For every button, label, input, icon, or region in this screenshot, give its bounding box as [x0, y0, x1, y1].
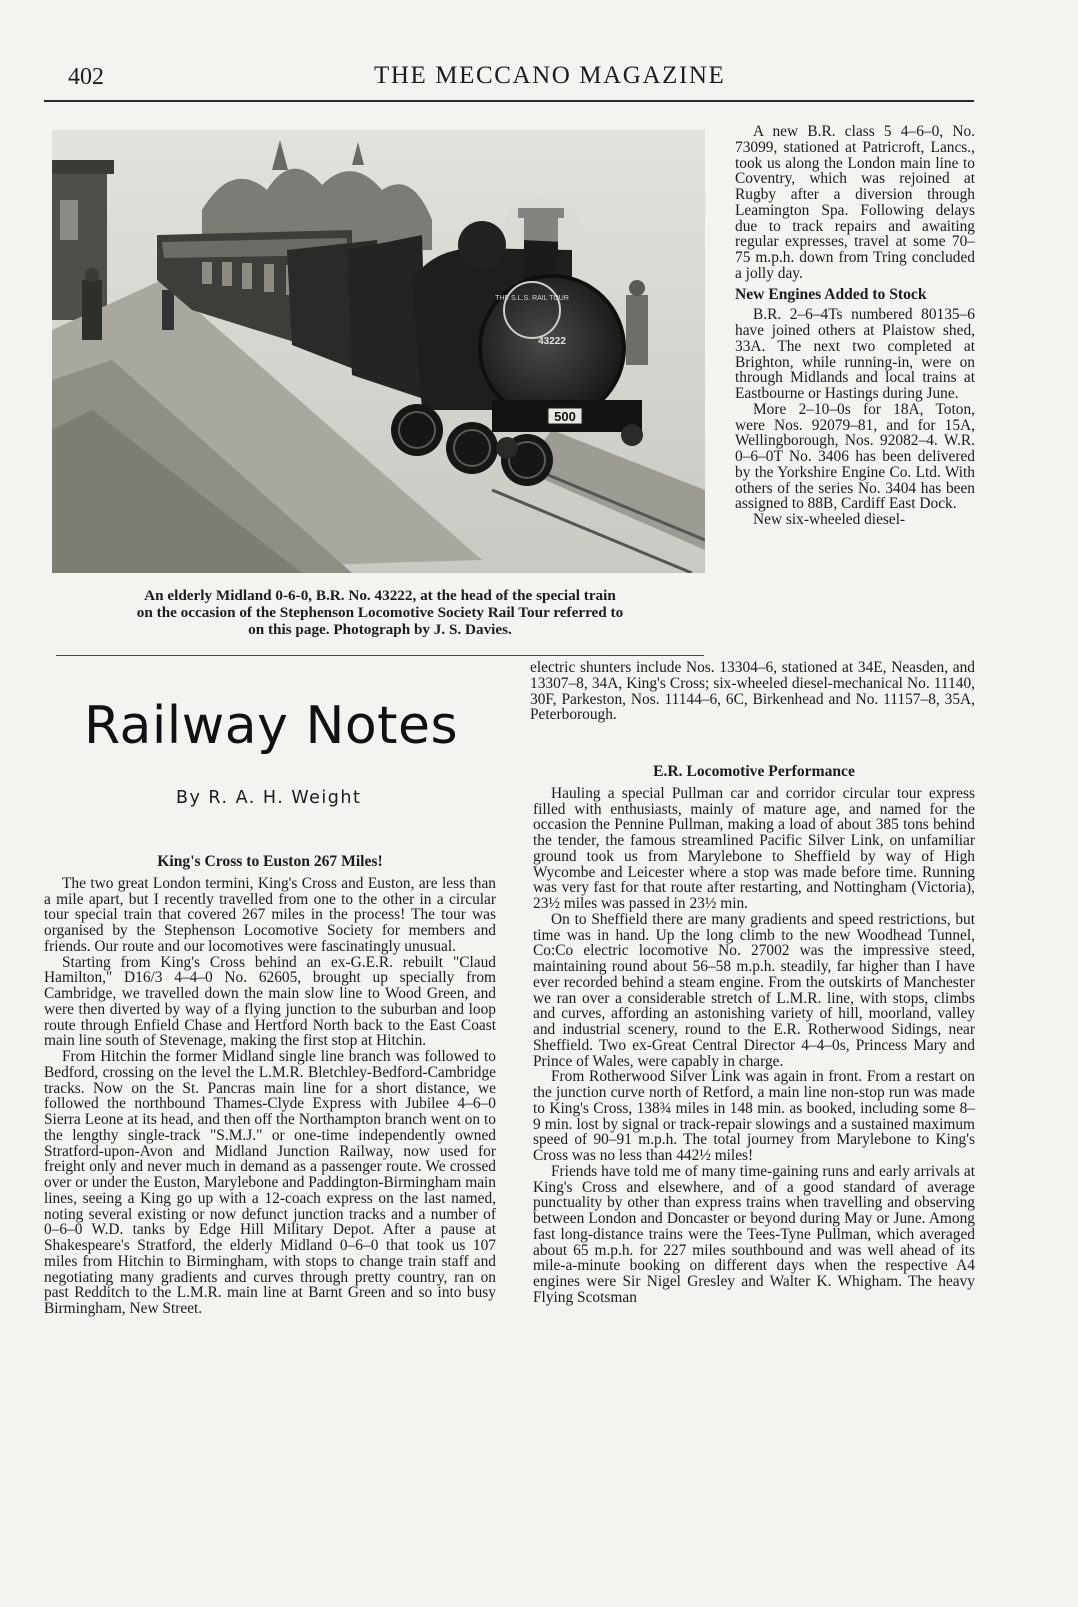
paragraph: On to Sheffield there are many gradients and speed restrictions, but time was in hand. Up the long climb to the new Woodhead Tunnel, Co:Co electric locomotive No. 27002 was the impressive steed, maintaining round about 56–58 m.p.h. steadily, far higher than I have ever recorded behind a steam engine. From the outskirts of Manchester we ran over a considerable stretch of L.M.R. line, with stops, climbs and curves, affording an astonishing variety of hill, moorland, valley and industrial scenery, round to the E.R. Rotherwood Sidings, near Sheffield. Two ex-Great Central Director 4–4–0s, Princess Mary and Prince of Wales, were capably in charge.	[533, 910, 975, 1070]
right-column	[735, 124, 975, 528]
paragraph: The two great London termini, King's Cross and Euston, are less than a mile apart, but I recently travelled from one to the other in a circular tour special train that covered 267 miles in the process! The tour was organised by the Stephenson Locomotive Society for members and friends. Our route and our locomotives were fascinatingly unusual.	[44, 874, 496, 955]
magazine-title: THE MECCANO MAGAZINE	[374, 62, 726, 89]
paragraph: A new B.R. class 5 4–6–0, No. 73099, stationed at Patricroft, Lancs., took us along the London main line to Coventry, which was rejoined at Rugby after a diversion through Leamington Spa. Following delays due to track repairs and awaiting regular expresses, travel at some 70–75 m.p.h. down from Tring concluded a jolly day.	[735, 123, 975, 282]
caption-rule	[56, 655, 704, 656]
spill-over-paragraph	[530, 660, 975, 723]
paragraph: Friends have told me of many time-gaining runs and early arrivals at King's Cross and elsewhere, and of a good standard of average punctuality by other than express trains when travelling and observing between London and Doncaster or beyond during May or June. Among fast long-distance trains were the Tees-Tyne Pullman, which averaged about 65 m.p.h. for 227 miles southbound and was well ahead of its mile-a-minute booking on different days when the respective A4 engines were Sir Nigel Gresley and Walter K. Whigham. The heavy Flying Scotsman	[533, 1162, 975, 1306]
section-heading: King's Cross to Euston 267 Miles!	[157, 853, 383, 870]
article-title: Railway Notes	[84, 696, 459, 756]
locomotive-photograph	[52, 130, 705, 573]
middle-column	[533, 764, 975, 1306]
paragraph: B.R. 2–6–4Ts numbered 80135–6 have joined others at Plaistow shed, 33A. The next two completed at Brighton, while running-in, were on through Midlands and local trains at Eastbourne or Hastings during June.	[735, 306, 975, 402]
header-rule	[44, 100, 974, 102]
paragraph: Hauling a special Pullman car and corridor circular tour express filled with enthusiasts, mainly of mature age, and named for the occasion the Pennine Pullman, making a load of about 385 tons behind the tender, the famous streamlined Pacific Silver Link, on unfamiliar ground took us from Marylebone to Sheffield by way of High Wycombe and Leicester where a stop was made before time. Running was very fast for that route after restarting, and Nottingham (Victoria), 23½ miles was passed in 23½ min.	[533, 784, 975, 912]
section-heading: E.R. Locomotive Performance	[653, 763, 855, 780]
left-column	[44, 854, 496, 1317]
caption-line: on this page. Photograph by J. S. Davies.	[248, 621, 512, 638]
page-header	[44, 58, 974, 100]
paragraph: Starting from King's Cross behind an ex-G.E.R. rebuilt "Claud Hamilton," D16/3 4–4–0 No. 62605, brought up specially from Cambridge, we travelled down the main slow line to Wood Green, and were then diverted by way of a flying junction to the suburban and loop route through Enfield Chase and Hertford North back to the East Coast main line south of Stevenage, making the first stop at Hitchin.	[44, 953, 496, 1050]
caption-line: An elderly Midland 0-6-0, B.R. No. 43222, at the head of the special train	[144, 587, 616, 604]
section-heading: New Engines Added to Stock	[735, 285, 927, 303]
article-byline: By R. A. H. Weight	[176, 788, 362, 808]
page-number: 402	[68, 64, 104, 90]
paragraph: From Rotherwood Silver Link was again in front. From a restart on the junction curve north of Retford, a main line non-stop run was made to King's Cross, 138¾ miles in 148 min. as booked, including some 8–9 min. lost by signal or track-repair slowings and a sustained maximum speed of 90–91 m.p.h. The total journey from Marylebone to King's Cross was no less than 442½ miles!	[533, 1068, 975, 1164]
headboard-number: 500	[554, 409, 576, 424]
paragraph: electric shunters include Nos. 13304–6, stationed at 34E, Neasden, and 13307–8, 34A, King's Cross; six-wheeled diesel-mechanical No. 11140, 30F, Parkeston, Nos. 11144–6, 6C, Birkenhead and No. 11157–8, 35A, Peterborough.	[530, 659, 975, 724]
photo-caption	[50, 587, 710, 638]
engine-number-plate: 43222	[538, 336, 566, 347]
paragraph: More 2–10–0s for 18A, Toton, were Nos. 92079–81, and for 15A, Wellingborough, Nos. 92082–4. W.R. 0–6–0T No. 3406 has been delivered by the Yorkshire Engine Co. Ltd. With others of the series No. 3404 has been assigned to 88B, Cardiff East Dock.	[735, 400, 975, 513]
paragraph: New six-wheeled diesel-	[753, 511, 906, 528]
smokebox-plate-text: THE S.L.S. RAIL TOUR	[495, 295, 569, 302]
caption-line: on the occasion of the Stephenson Locomotive Society Rail Tour referred to	[136, 604, 624, 621]
paragraph: From Hitchin the former Midland single line branch was followed to Bedford, crossing on the level the L.M.R. Bletchley-Bedford-Cambridge tracks. Now on the St. Pancras main line for a short distance, we followed the northbound Thames-Clyde Express with Jubilee 4–6–0 Sierra Leone at its head, and then off the Northampton branch went on to the lengthy single-track "S.M.J." or one-time independently owned Stratford-upon-Avon and Midland Junction Railway, now used for freight only and never much in demand as a passenger route. We crossed over or under the Euston, Marylebone and Paddington-Birmingham main lines, seeing a King go up with a 12-coach express on the last named, noting several existing or now defunct junction tracks and a number of 0–6–0 W.D. tanks by Edge Hill Military Depot. After a pause at Shakespeare's Stratford, the elderly Midland 0–6–0 that took us 107 miles from Hitchin to Birmingham, with stops to change train staff and negotiating many gradients and curves through pretty country, ran on past Redditch to the L.M.R. main line at Barnt Green and so into busy Birmingham, New Street.	[44, 1048, 496, 1317]
